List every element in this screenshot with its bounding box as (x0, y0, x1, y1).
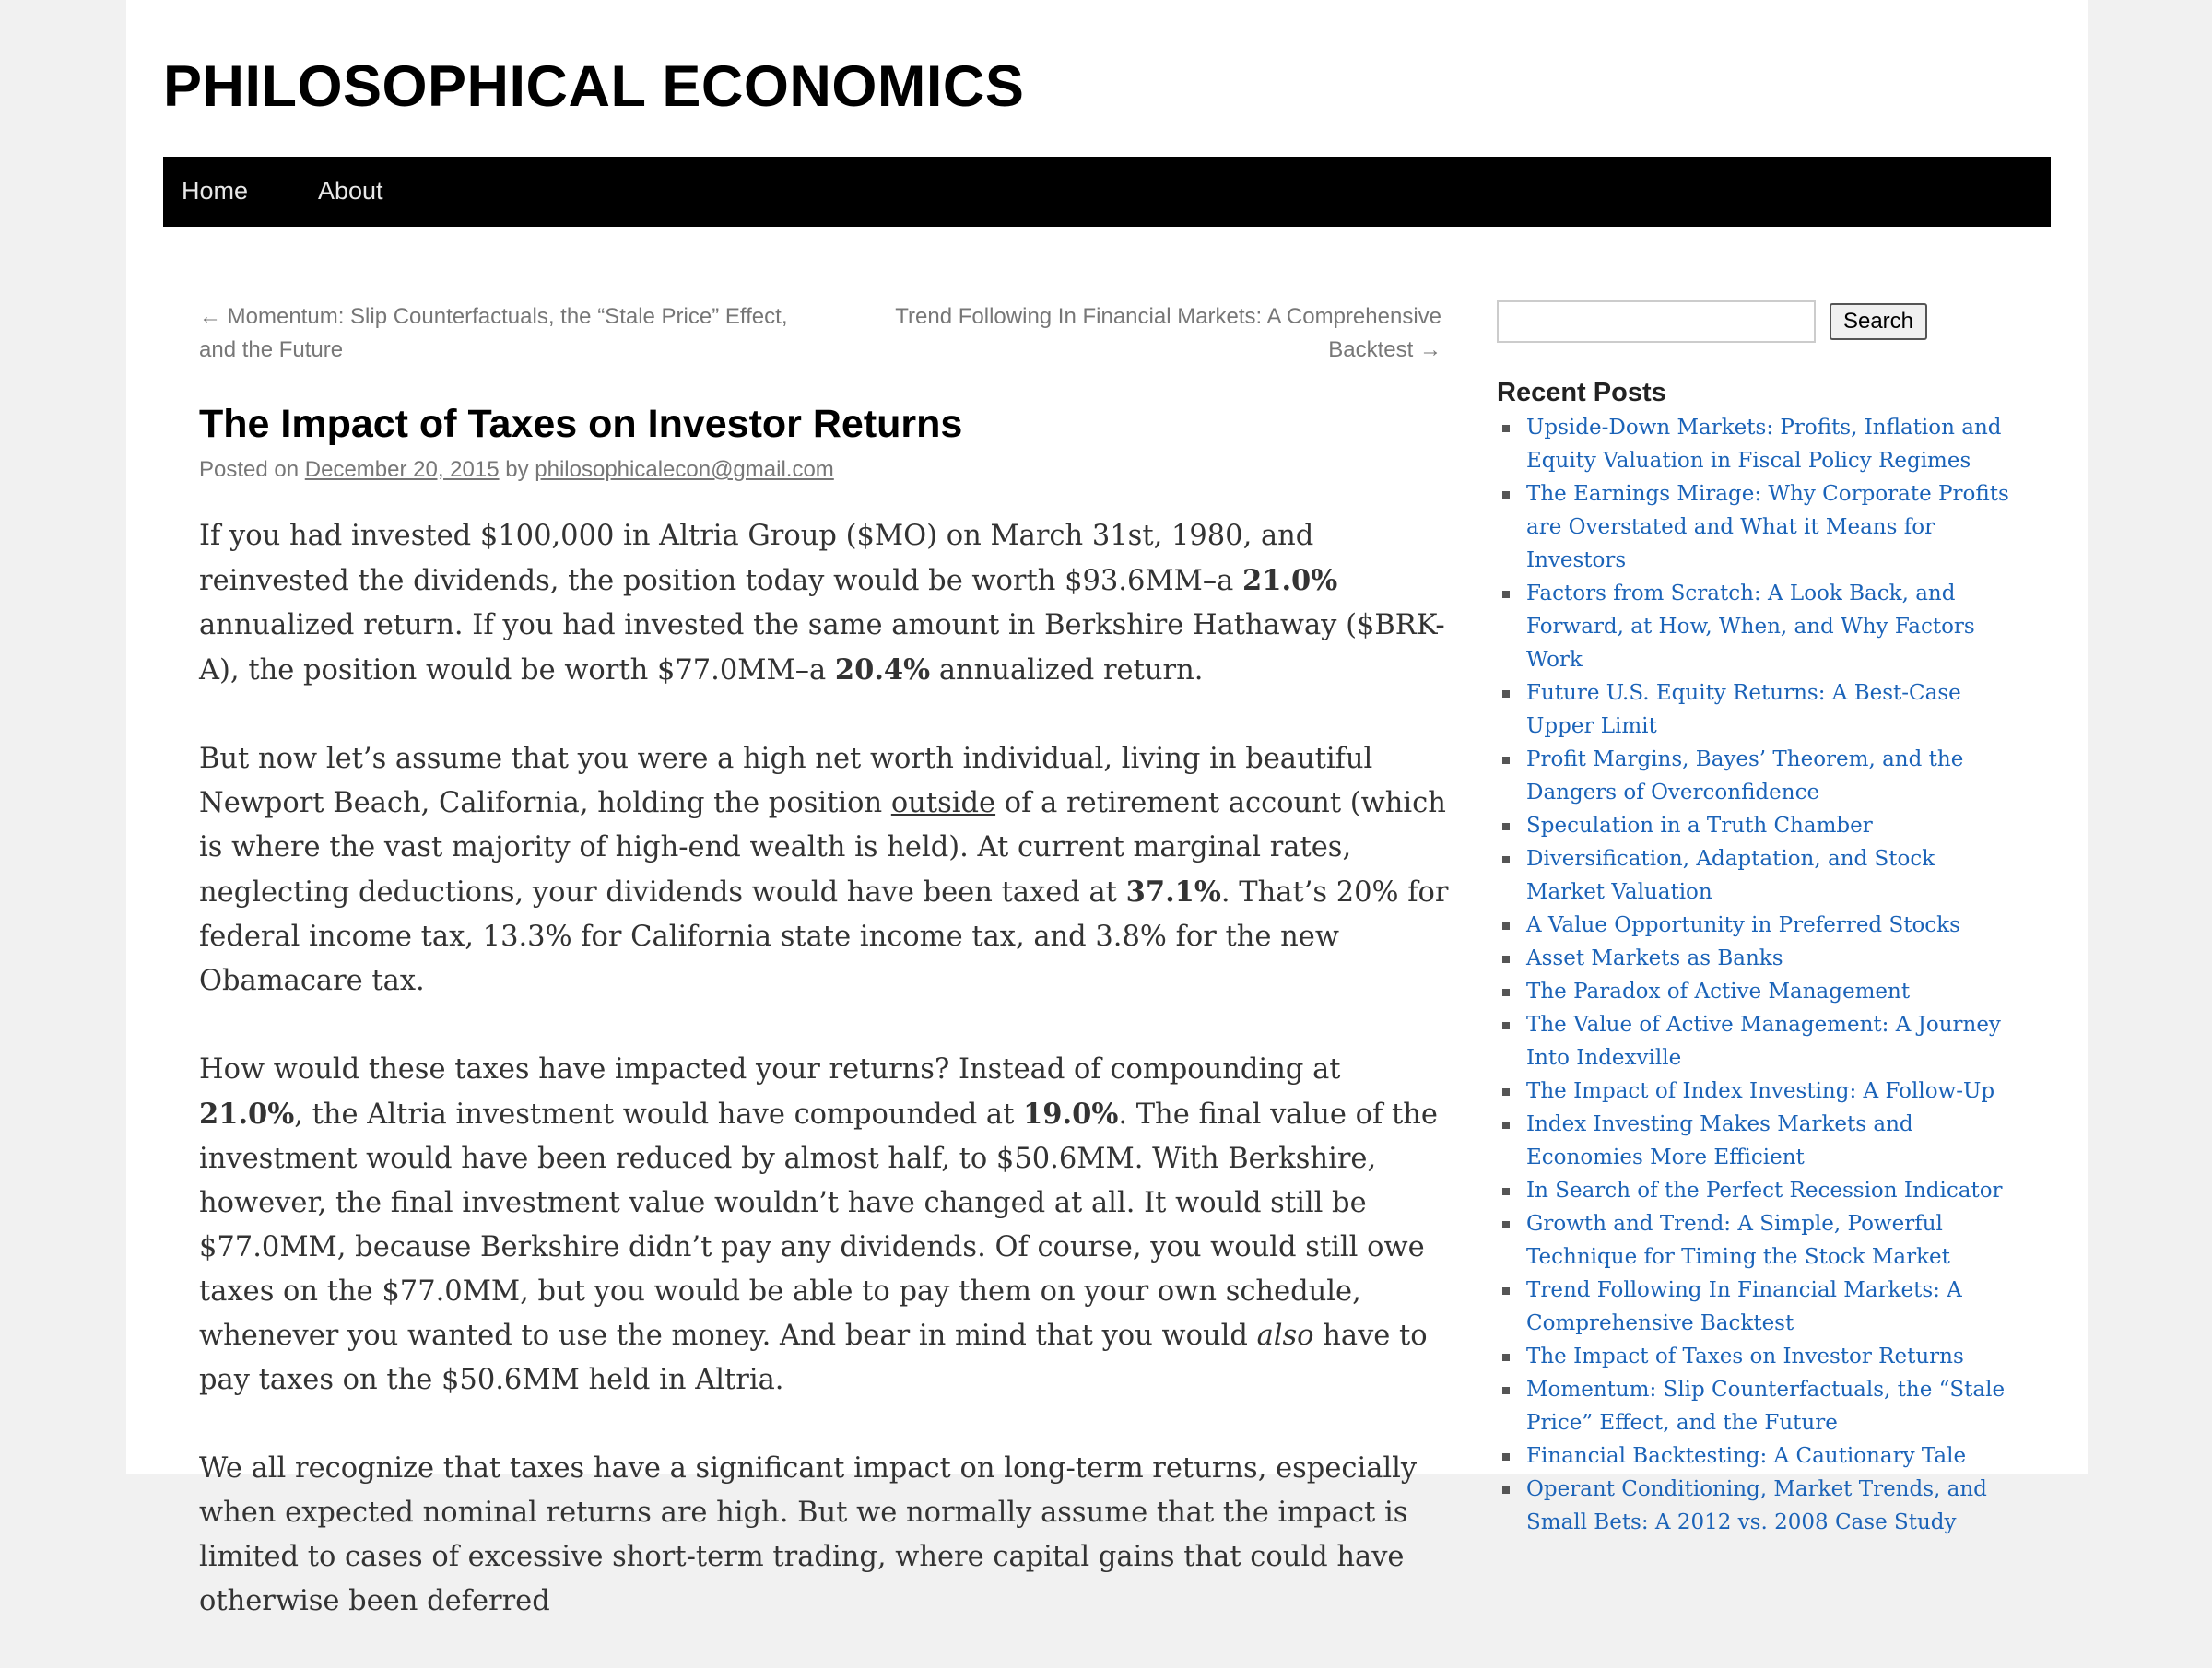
recent-post-item (1497, 577, 2013, 676)
bold-text: 20.4% (834, 653, 931, 687)
recent-post-link[interactable]: The Earnings Mirage: Why Corporate Profits are Overstated and What it Means for Investors (1526, 482, 2009, 572)
nav-item-home[interactable]: Home (182, 177, 249, 205)
recent-post-link[interactable]: A Value Opportunity in Preferred Stocks (1526, 913, 1960, 937)
search-button[interactable]: Search (1830, 303, 1927, 340)
paragraph-text: annualized return. (930, 654, 1204, 687)
recent-post-link[interactable]: Momentum: Slip Counterfactuals, the “Stale Price” Effect, and the Future (1526, 1378, 2006, 1435)
recent-post-link[interactable]: The Impact of Taxes on Investor Returns (1526, 1345, 1964, 1368)
paragraph-text: How would these taxes have impacted your returns? Instead of compounding at (199, 1053, 1341, 1086)
main-nav (163, 157, 2051, 227)
posted-on-label: Posted on (199, 457, 300, 482)
recent-post-link[interactable]: Future U.S. Equity Returns: A Best-Case Upper Limit (1526, 681, 1961, 738)
recent-post-item (1497, 1008, 2013, 1075)
recent-posts-title: Recent Posts (1497, 378, 1666, 407)
paragraph-text: . That’s 20% for federal income tax, 13.3% for California state income tax, and 3.8% for the new Obamacare tax. (199, 876, 1449, 997)
square-bullet-icon (1502, 1486, 1510, 1494)
paragraph-text: We all recognize that taxes have a significant impact on long-term returns, especially when expected nominal returns are high. But we normally assume that the impact is limited to cases of excessive short-term trading, where capital gains that could have otherwise been deferred (199, 1452, 1418, 1617)
recent-post-link[interactable]: Operant Conditioning, Market Trends, and Small Bets: A 2012 vs. 2008 Case Study (1526, 1477, 1987, 1534)
recent-post-link[interactable]: Diversification, Adaptation, and Stock Market Valuation (1526, 847, 1936, 904)
recent-post-item (1497, 477, 2013, 577)
recent-post-link[interactable]: Trend Following In Financial Markets: A Comprehensive Backtest (1526, 1278, 1962, 1335)
by-label: by (505, 457, 529, 482)
paragraph-text: annualized return. If you had invested the same amount in Berkshire Hathaway ($BRK-A), the position would be worth $77.0MM–a (199, 609, 1445, 687)
post-title: The Impact of Taxes on Investor Returns (199, 402, 963, 446)
recent-post-link[interactable]: Factors from Scratch: A Look Back, and Forward, at How, When, and Why Factors Work (1526, 581, 1975, 672)
paragraph-text: , the Altria investment would have compounded at (294, 1098, 1024, 1131)
recent-post-item (1497, 842, 2013, 909)
square-bullet-icon (1502, 1354, 1510, 1361)
post-paragraph (199, 514, 1453, 693)
recent-post-item (1497, 743, 2013, 809)
post-paragraph (199, 1048, 1453, 1403)
paragraph-text: But now let’s assume that you were a high net worth individual, living in beautiful Newport Beach, California, holding the position (199, 743, 1373, 819)
square-bullet-icon (1502, 956, 1510, 963)
paragraph-text: If you had invested $100,000 in Altria Group ($MO) on March 31st, 1980, and reinvested the dividends, the position today would be worth $93.6MM–a (199, 520, 1314, 597)
recent-post-item (1497, 1174, 2013, 1207)
recent-post-item (1497, 1075, 2013, 1108)
recent-post-item (1497, 1274, 2013, 1340)
recent-posts-list (1497, 411, 2013, 1539)
square-bullet-icon (1502, 1387, 1510, 1394)
post-paragraph (199, 1447, 1453, 1624)
search-input[interactable] (1497, 300, 1816, 343)
bold-text: 37.1% (1125, 875, 1221, 909)
square-bullet-icon (1502, 823, 1510, 830)
underlined-text: outside (890, 787, 996, 819)
page (126, 0, 2088, 1617)
site-title[interactable]: PHILOSOPHICAL ECONOMICS (163, 54, 1025, 119)
previous-post-link[interactable]: ← Momentum: Slip Counterfactuals, the “Stale Price” Effect, and the Future (199, 304, 788, 362)
post-paragraph (199, 737, 1453, 1004)
square-bullet-icon (1502, 1188, 1510, 1195)
recent-post-link[interactable]: Financial Backtesting: A Cautionary Tale (1526, 1444, 1967, 1468)
square-bullet-icon (1502, 989, 1510, 996)
recent-post-link[interactable]: The Paradox of Active Management (1526, 980, 1911, 1004)
square-bullet-icon (1502, 1088, 1510, 1096)
recent-post-item (1497, 975, 2013, 1008)
recent-post-item (1497, 1340, 2013, 1373)
post-date-link[interactable]: December 20, 2015 (304, 457, 500, 482)
nav-item-about[interactable]: About (318, 177, 383, 205)
square-bullet-icon (1502, 690, 1510, 698)
recent-post-link[interactable]: The Impact of Index Investing: A Follow-Up (1526, 1079, 1995, 1103)
bold-text: 21.0% (1242, 564, 1338, 597)
recent-post-item (1497, 676, 2013, 743)
square-bullet-icon (1502, 1453, 1510, 1461)
square-bullet-icon (1502, 1122, 1510, 1129)
next-post-link[interactable]: Trend Following In Financial Markets: A Comprehensive Backtest → (895, 304, 1441, 362)
recent-post-item (1497, 909, 2013, 942)
square-bullet-icon (1502, 1022, 1510, 1029)
square-bullet-icon (1502, 591, 1510, 598)
author-link[interactable]: philosophicalecon@gmail.com (535, 457, 834, 482)
recent-post-link[interactable]: Asset Markets as Banks (1526, 946, 1783, 970)
recent-post-item (1497, 809, 2013, 842)
recent-post-link[interactable]: The Value of Active Management: A Journey Into Indexville (1526, 1013, 2001, 1070)
square-bullet-icon (1502, 757, 1510, 764)
recent-post-item (1497, 1373, 2013, 1439)
recent-post-item (1497, 1108, 2013, 1174)
italic-text: also (1256, 1320, 1314, 1352)
recent-post-link[interactable]: Index Investing Makes Markets and Economies More Efficient (1526, 1112, 1913, 1169)
paragraph-text: have to pay taxes on the $50.6MM held in Altria. (199, 1320, 1428, 1396)
recent-post-item (1497, 1473, 2013, 1539)
post-meta (199, 457, 834, 483)
recent-post-item (1497, 1439, 2013, 1473)
recent-post-item (1497, 1207, 2013, 1274)
post-content (199, 514, 1453, 1668)
recent-post-item (1497, 942, 2013, 975)
square-bullet-icon (1502, 922, 1510, 930)
recent-post-link[interactable]: Upside-Down Markets: Profits, Inflation and Equity Valuation in Fiscal Policy Regimes (1526, 416, 2002, 473)
square-bullet-icon (1502, 491, 1510, 499)
paragraph-text: . The final value of the investment would have been reduced by almost half, to $50.6MM. With Berkshire, however, the final investment value wouldn’t have changed at all. It would still be $77.0MM, because Berkshire didn’t pay any dividends. Of course, you would still owe taxes on the $77.0MM, but you would be able to pay them on your own schedule, whenever you wanted to use the money. And bear in mind that you would (199, 1098, 1438, 1352)
paragraph-text: of a retirement account (which is where the vast majority of high-end wealth is held). At current marginal rates, neglecting deductions, your dividends would have been taxed at (199, 787, 1446, 909)
square-bullet-icon (1502, 1221, 1510, 1228)
recent-post-link[interactable]: Growth and Trend: A Simple, Powerful Technique for Timing the Stock Market (1526, 1212, 1950, 1269)
square-bullet-icon (1502, 856, 1510, 863)
recent-post-link[interactable]: Speculation in a Truth Chamber (1526, 814, 1873, 838)
recent-post-item (1497, 411, 2013, 477)
recent-post-link[interactable]: Profit Margins, Bayes’ Theorem, and the Dangers of Overconfidence (1526, 747, 1964, 805)
bold-text: 19.0% (1023, 1098, 1119, 1131)
recent-post-link[interactable]: In Search of the Perfect Recession Indicator (1526, 1179, 2003, 1203)
square-bullet-icon (1502, 425, 1510, 432)
square-bullet-icon (1502, 1287, 1510, 1295)
bold-text: 21.0% (199, 1098, 295, 1131)
